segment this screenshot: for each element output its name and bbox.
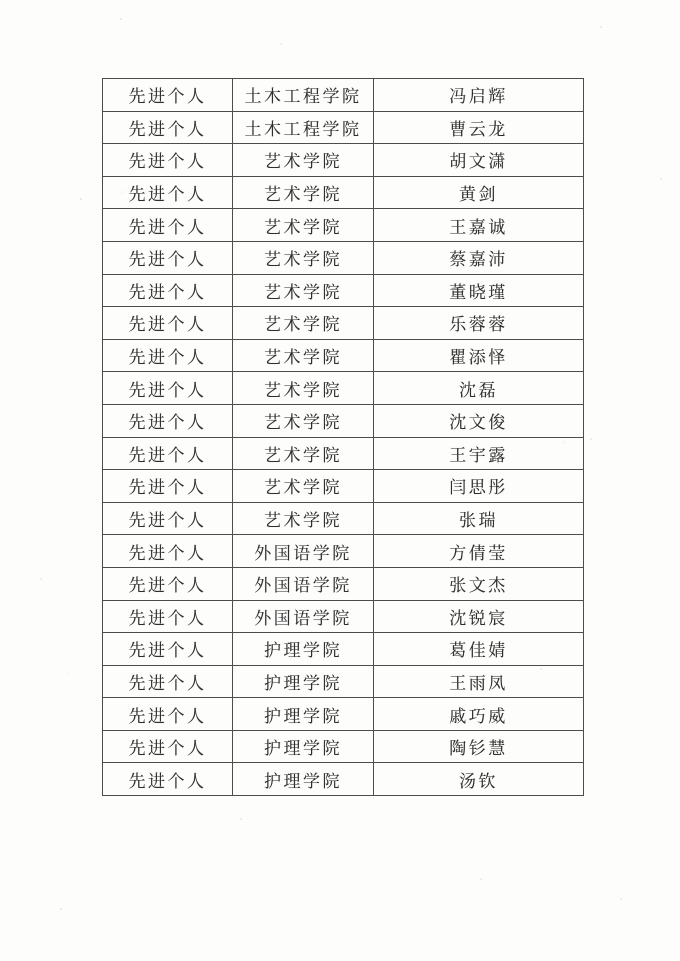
person-name-cell: 黄剑 — [374, 176, 584, 209]
table-row — [103, 241, 584, 274]
college-cell: 艺术学院 — [233, 241, 374, 274]
award-type-cell: 先进个人 — [103, 274, 233, 307]
table-row — [103, 274, 584, 307]
college-cell: 艺术学院 — [233, 470, 374, 503]
award-type-cell: 先进个人 — [103, 209, 233, 242]
person-name-cell: 冯启辉 — [374, 79, 584, 112]
award-type-cell: 先进个人 — [103, 437, 233, 470]
table-row — [103, 79, 584, 112]
award-type-cell: 先进个人 — [103, 567, 233, 600]
award-type-cell: 先进个人 — [103, 241, 233, 274]
table-row — [103, 111, 584, 144]
person-name-cell: 沈文俊 — [374, 404, 584, 437]
person-name-cell: 王嘉诚 — [374, 209, 584, 242]
person-name-cell: 汤钦 — [374, 763, 584, 796]
person-name-cell: 蔡嘉沛 — [374, 241, 584, 274]
person-name-cell: 瞿添怿 — [374, 339, 584, 372]
award-type-cell: 先进个人 — [103, 730, 233, 763]
college-cell: 艺术学院 — [233, 339, 374, 372]
college-cell: 护理学院 — [233, 633, 374, 666]
award-type-cell: 先进个人 — [103, 698, 233, 731]
award-type-cell: 先进个人 — [103, 111, 233, 144]
table-row — [103, 763, 584, 796]
table-row — [103, 144, 584, 177]
award-type-cell: 先进个人 — [103, 665, 233, 698]
college-cell: 外国语学院 — [233, 600, 374, 633]
college-cell: 土木工程学院 — [233, 79, 374, 112]
table-row — [103, 600, 584, 633]
table-row — [103, 209, 584, 242]
award-type-cell: 先进个人 — [103, 372, 233, 405]
award-type-cell: 先进个人 — [103, 176, 233, 209]
table-row — [103, 372, 584, 405]
award-type-cell: 先进个人 — [103, 470, 233, 503]
person-name-cell: 葛佳婧 — [374, 633, 584, 666]
college-cell: 护理学院 — [233, 763, 374, 796]
award-type-cell: 先进个人 — [103, 502, 233, 535]
person-name-cell: 沈磊 — [374, 372, 584, 405]
college-cell: 外国语学院 — [233, 535, 374, 568]
table-row — [103, 176, 584, 209]
award-type-cell: 先进个人 — [103, 144, 233, 177]
college-cell: 艺术学院 — [233, 307, 374, 340]
table-row — [103, 307, 584, 340]
table-row — [103, 730, 584, 763]
table-row — [103, 633, 584, 666]
table-row — [103, 665, 584, 698]
college-cell: 艺术学院 — [233, 372, 374, 405]
person-name-cell: 方倩莹 — [374, 535, 584, 568]
college-cell: 护理学院 — [233, 698, 374, 731]
person-name-cell: 张瑞 — [374, 502, 584, 535]
awards-table — [102, 78, 584, 796]
award-type-cell: 先进个人 — [103, 633, 233, 666]
person-name-cell: 闫思彤 — [374, 470, 584, 503]
person-name-cell: 戚巧威 — [374, 698, 584, 731]
table-row — [103, 567, 584, 600]
person-name-cell: 陶钐慧 — [374, 730, 584, 763]
person-name-cell: 胡文潇 — [374, 144, 584, 177]
person-name-cell: 董晓瑾 — [374, 274, 584, 307]
college-cell: 土木工程学院 — [233, 111, 374, 144]
college-cell: 艺术学院 — [233, 437, 374, 470]
table-row — [103, 535, 584, 568]
award-type-cell: 先进个人 — [103, 535, 233, 568]
table-row — [103, 437, 584, 470]
college-cell: 艺术学院 — [233, 144, 374, 177]
college-cell: 艺术学院 — [233, 209, 374, 242]
award-type-cell: 先进个人 — [103, 339, 233, 372]
college-cell: 艺术学院 — [233, 502, 374, 535]
award-type-cell: 先进个人 — [103, 79, 233, 112]
table-row — [103, 470, 584, 503]
college-cell: 外国语学院 — [233, 567, 374, 600]
college-cell: 艺术学院 — [233, 274, 374, 307]
college-cell: 护理学院 — [233, 665, 374, 698]
person-name-cell: 王雨凤 — [374, 665, 584, 698]
table-row — [103, 404, 584, 437]
college-cell: 护理学院 — [233, 730, 374, 763]
table-row — [103, 698, 584, 731]
award-type-cell: 先进个人 — [103, 404, 233, 437]
scan-noise-speckles — [120, 18, 122, 20]
award-type-cell: 先进个人 — [103, 307, 233, 340]
table-row — [103, 339, 584, 372]
college-cell: 艺术学院 — [233, 176, 374, 209]
person-name-cell: 王宇露 — [374, 437, 584, 470]
award-type-cell: 先进个人 — [103, 763, 233, 796]
person-name-cell: 张文杰 — [374, 567, 584, 600]
person-name-cell: 沈锐宸 — [374, 600, 584, 633]
college-cell: 艺术学院 — [233, 404, 374, 437]
award-type-cell: 先进个人 — [103, 600, 233, 633]
person-name-cell: 曹云龙 — [374, 111, 584, 144]
person-name-cell: 乐蓉蓉 — [374, 307, 584, 340]
table-row — [103, 502, 584, 535]
